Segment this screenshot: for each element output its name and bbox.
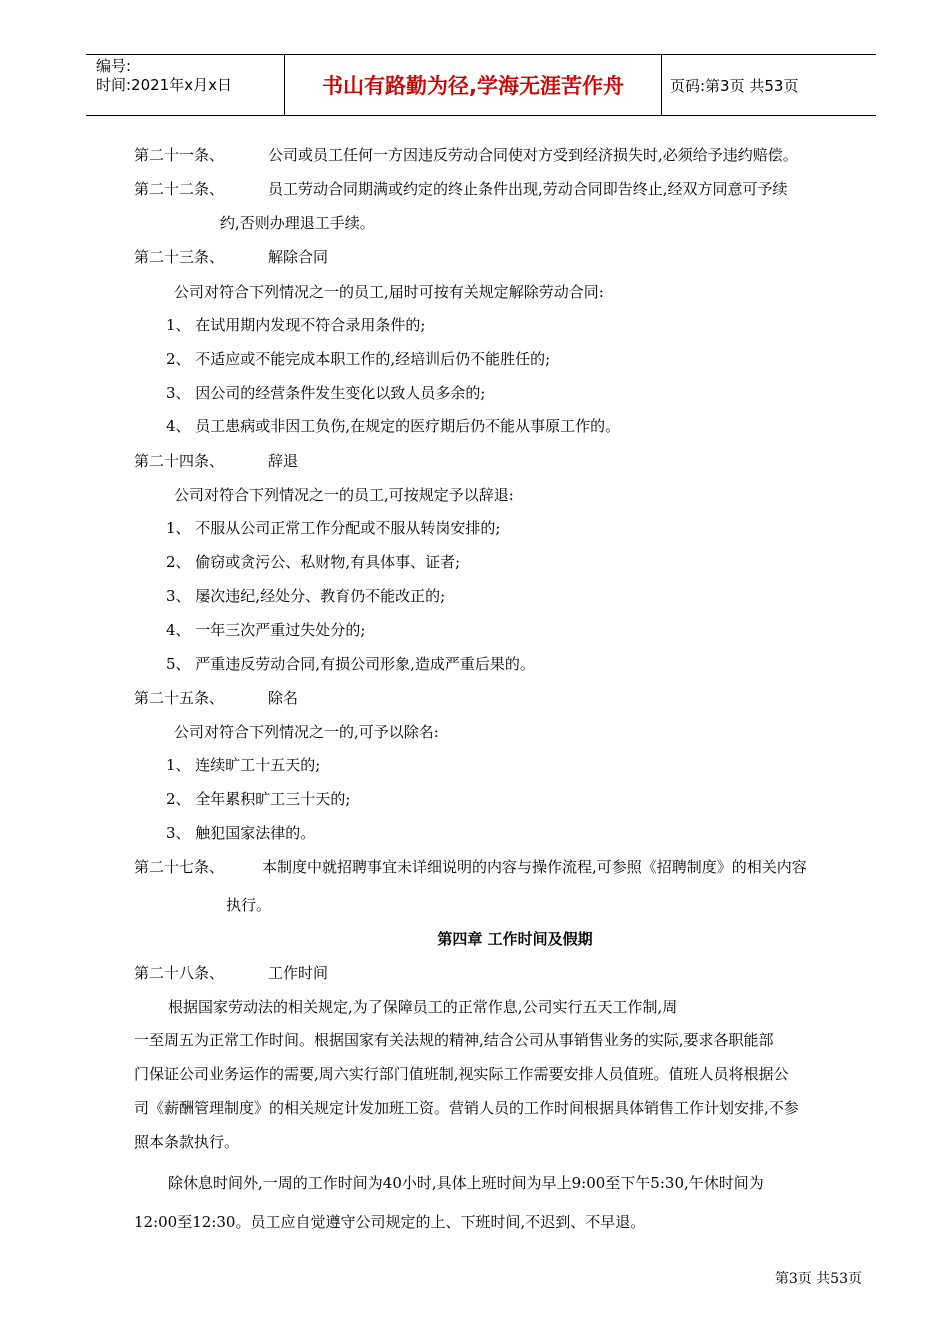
paragraph-line: 12:00至12:30。员工应自觉遵守公司规定的上、下班时间,不迟到、不早退。: [134, 1213, 646, 1231]
list-item: 1、 不服从公司正常工作分配或不服从转岗安排的;: [166, 519, 501, 537]
list-item: 2、 不适应或不能完成本职工作的,经培训后仍不能胜任的;: [166, 350, 551, 368]
article-label: 第二十四条、: [134, 452, 225, 470]
list-item: 2、 全年累积旷工三十天的;: [166, 790, 351, 808]
list-item: 5、 严重违反劳动合同,有损公司形象,造成严重后果的。: [166, 655, 535, 673]
article-label: 第二十八条、: [134, 964, 225, 982]
paragraph-line: 司《薪酬管理制度》的相关规定计发加班工资。营销人员的工作时间根据具体销售工作计划安排,不参: [134, 1099, 799, 1117]
list-item: 4、 员工患病或非因工负伤,在规定的医疗期后仍不能从事原工作的。: [166, 417, 621, 435]
article-text: 员工劳动合同期满或约定的终止条件出现,劳动合同即告终止,经双方同意可予续: [268, 180, 788, 198]
list-item: 1、 在试用期内发现不符合录用条件的;: [166, 316, 426, 334]
page-footer: 第3页 共53页: [774, 1271, 862, 1287]
time-label: 时间:2021年x月x日: [96, 76, 232, 94]
paragraph-line: 除休息时间外,一周的工作时间为40小时,具体上班时间为早上9:00至下午5:30,午休时间为: [168, 1174, 764, 1192]
article-label: 第二十三条、: [134, 248, 225, 266]
header-left: [96, 57, 232, 95]
article-label: 第二十五条、: [134, 689, 225, 707]
chapter-heading: 第四章 工作时间及假期: [437, 930, 593, 948]
article-27-continuation: 执行。: [226, 896, 272, 914]
list-item: 3、 因公司的经营条件发生变化以致人员多余的;: [166, 384, 486, 402]
list-item: 3、 触犯国家法律的。: [166, 824, 316, 842]
page-header: [86, 54, 876, 116]
article-text: 本制度中就招聘事宜未详细说明的内容与操作流程,可参照《招聘制度》的相关内容: [262, 858, 807, 876]
paragraph-line: 根据国家劳动法的相关规定,为了保障员工的正常作息,公司实行五天工作制,周: [168, 998, 678, 1016]
list-item: 1、 连续旷工十五天的;: [166, 756, 321, 774]
article-title: 解除合同: [268, 248, 329, 266]
article-label: 第二十七条、: [134, 858, 225, 876]
article-text: 公司或员工任何一方因违反劳动合同使对方受到经济损失时,必须给予违约赔偿。: [268, 146, 798, 164]
article-title: 辞退: [268, 452, 299, 470]
list-item: 2、 偷窃或贪污公、私财物,有具体事、证者;: [166, 553, 461, 571]
header-page-info: 页码:第3页 共53页: [670, 76, 799, 95]
list-item: 4、 一年三次严重过失处分的;: [166, 621, 366, 639]
article-label: 第二十二条、: [134, 180, 225, 198]
article-intro: 公司对符合下列情况之一的,可予以除名:: [174, 723, 439, 741]
article-title: 工作时间: [268, 964, 329, 982]
article-intro: 公司对符合下列情况之一的员工,可按规定予以辞退:: [174, 486, 514, 504]
article-label: 第二十一条、: [134, 146, 225, 164]
article-22-continuation: 约,否则办理退工手续。: [220, 214, 375, 232]
article-title: 除名: [268, 689, 299, 707]
article-intro: 公司对符合下列情况之一的员工,届时可按有关规定解除劳动合同:: [174, 283, 604, 301]
paragraph-line: 门保证公司业务运作的需要,周六实行部门值班制,视实际工作需要安排人员值班。值班人员将根据公: [134, 1065, 789, 1083]
header-motto: 书山有路勤为径,学海无涯苦作舟: [284, 55, 662, 115]
list-item: 3、 屡次违纪,经处分、教育仍不能改正的;: [166, 587, 446, 605]
paragraph-line: 照本条款执行。: [134, 1133, 240, 1151]
number-label: 编号:: [96, 57, 132, 75]
paragraph-line: 一至周五为正常工作时间。根据国家有关法规的精神,结合公司从事销售业务的实际,要求各职能部: [134, 1031, 774, 1049]
